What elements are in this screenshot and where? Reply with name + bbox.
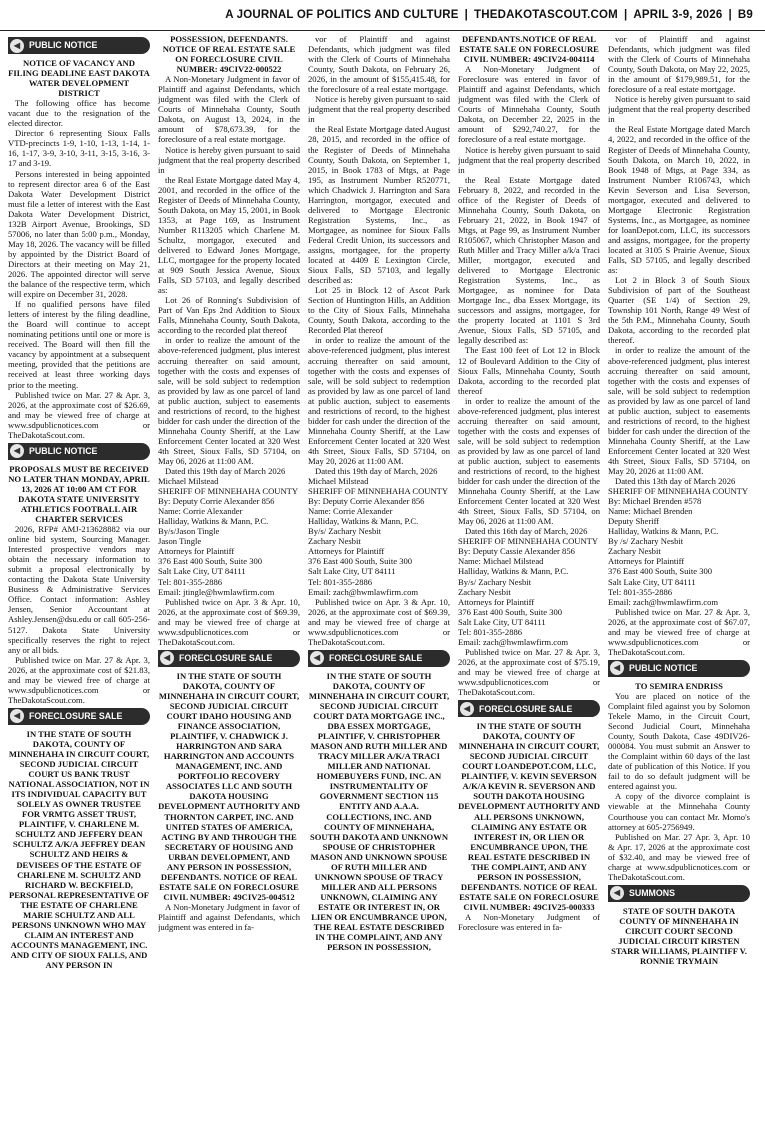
notice-paragraph: Lot 26 of Ronning's Subdivision of Part of Van Eps 2nd Addition to Sioux Falls, Minnehaha County, South Dakota, according to the recorded plat thereof <box>158 295 300 336</box>
notice-line: SHERIFF OF MINNEHAHA COUNTY <box>158 486 299 497</box>
notice-paragraph: A Non-Monetary Judgment in favor of Plaintiff and against Defendants, which judgment was filed with the Clerk of Courts of Minnehaha County, South Dakota, on August 13, 2024, in the amount of $78,673.39, for the foreclosure of a real estate mortgage. <box>158 74 300 145</box>
section-banner-label: FORECLOSURE SALE <box>29 711 123 722</box>
notice-heading: IN THE STATE OF SOUTH DAKOTA, COUNTY OF MINNEHAHA IN CIRCUIT COURT, SECOND JUDICIAL CIRCUIT COURT DATA MORTGAGE INC., DBA ESSEX MORTGAGE, PLAINTIFF, V. CHRISTOPHER MASON AND RUTH MILLER AND TRACY MILLER A/K/A TRACI MILLER AND NATIONAL HOMEBUYERS FUND, INC. AN INSTRUMENTALITY OF GOVERNMENT SECTION 115 ENTITY AND A.A.A. COLLECTIONS, INC. AND COUNTY OF MINNEHAHA, SOUTH DAKOTA AND UNKNOWN SPOUSE OF CHRISTOPHER MASON AND UNKNOWN SPOUSE OF RUTH MILLER AND UNKNOWN SPOUSE OF TRACY MILLER AND ALL PERSONS UNKNOWN, CLAIMING ANY ESTATE OR INTEREST IN, OR LIEN OR ENCUMBRANCE UPON, THE REAL ESTATE DESCRIBED IN THE COMPLAINT, AND ANY PERSON IN POSSESSION, <box>308 670 450 953</box>
notice-paragraph: You are placed on notice of the Complaint filed against you by Solomon Tekele Mamo, in the Circuit Court, Second Judicial Court, Minnehaha County, South Dakota, Case 49DIV26-000084. You must submit an Answer to the Complaint within 60 days of the last date of publication of this Notice. If you fail to do so default judgment will be entered against you. <box>608 690 750 792</box>
notice-line: Salt Lake City, UT 84111 <box>158 566 246 577</box>
section-banner <box>608 885 750 902</box>
megaphone-icon: ◀ <box>610 886 624 900</box>
notice-paragraph: Dated this 13th day of March 2026 <box>615 476 736 487</box>
notice-paragraph: A Non-Monetary Judgment of Foreclosure was entered in favor of Plaintiff and against Defendants, which judgment was filed with the Clerk of Courts of Minnehaha County, South Dakota, on December 22, 2025 in the amount of $292,740.27, for the foreclosure of a real estate mortgage. <box>458 64 600 145</box>
notice-line: Halliday, Watkins & Mann, P.C. <box>308 516 419 527</box>
section-banner-label: PUBLIC NOTICE <box>29 446 98 457</box>
notice-paragraph: Dated this 19th day of March, 2026 <box>315 466 438 477</box>
notice-heading: IN THE STATE OF SOUTH DAKOTA, COUNTY OF MINNEHAHA IN CIRCUIT COURT, SECOND JUDICIAL CIRCUIT COURT LOANDEPOT.COM, LLC, PLAINTIFF, V. KEVIN SEVERSON A/K/A KEVIN R. SEVERSON AND SOUTH DAKOTA HOUSING DEVELOPMENT AUTHORITY AND ALL PERSONS UNKNOWN, CLAIMING ANY ESTATE OR INTEREST IN, OR LIEN OR ENCUMBRANCE UPON, THE REAL ESTATE DESCRIBED IN THE COMPLAINT, AND ANY PERSON IN POSSESSION, DEFENDANTS. NOTICE OF REAL ESTATE SALE ON FORECLOSURE CIVIL NUMBER: 49CIV25-000333 <box>458 721 600 912</box>
megaphone-icon: ◀ <box>460 702 474 716</box>
notice-paragraph: in order to realize the amount of the above-referenced judgment, plus interest accruing thereafter on said amount, together with the costs and expenses of sale, will be sold subject to redemption as provided by law as one parcel of land at public auction, subject to easements and restrictions of record, to the highest bidder for cash under the direction of the Minnehaha County Sheriff, at the Law Enforcement Center located at 320 West 4th Street, Sioux Falls, SD 57104, on May 06, 2026 at 11:00 AM. <box>458 395 600 527</box>
notice-line: Halliday, Watkins & Mann, P.C. <box>158 516 269 527</box>
page-number: B9 <box>737 9 753 21</box>
notice-line: 376 East 400 South, Suite 300 <box>308 556 413 567</box>
notice-line: SHERIFF OF MINNEHAHA COUNTY <box>458 536 599 547</box>
notice-paragraph: Published twice on Apr. 3 & Apr. 10, 2026, at the approximate cost of $69.39, and may be viewed free of charge at www.sdpublicnotices.com or TheDakotaScout.com. <box>158 596 300 647</box>
notice-line: Halliday, Watkins & Mann, P.C. <box>608 526 719 537</box>
site-name[interactable]: THEDAKOTASCOUT.COM <box>474 9 618 21</box>
notice-heading: DEFENDANTS.NOTICE OF REAL ESTATE SALE ON FORECLOSURE CIVIL NUMBER: 49CIV24-004114 <box>459 34 599 65</box>
notice-line: Salt Lake City, UT 84111 <box>458 616 546 627</box>
megaphone-icon: ◀ <box>10 39 24 53</box>
notice-line: By /s/ Zachary Nesbit <box>608 536 684 547</box>
notice-line: Jason Tingle <box>158 536 202 547</box>
notice-line: Name: Michael Brenden <box>608 506 693 517</box>
notice-heading: IN THE STATE OF SOUTH DAKOTA, COUNTY OF MINNEHAHA IN CIRCUIT COURT, SECOND JUDICIAL CIRCUIT COURT US BANK TRUST NATIONAL ASSOCIATION, NOT IN ITS INDIVIDUAL CAPACITY BUT SOLELY AS OWNER TRUSTEE FOR VRMTG ASSET TRUST, PLAINTIFF, V. CHARLENE M. SCHULTZ AND JEFFERY DEAN SCHULTZ A/K/A JEFFREY DEAN SCHULTZ AND HEIRS & DEVISEES OF THE ESTATE OF CHARLENE M. SCHULTZ AND RICHARD W. BECKFIELD, PERSONAL REPRESENTATIVE OF THE ESTATE OF CHARLENE MARIE SCHULTZ AND ALL PERSONS UNKNOWN WHO MAY CLAIM AN INTEREST AND ACCOUNTS MANAGEMENT, INC. AND CITY OF SIOUX FALLS, AND ANY PERSON IN <box>8 728 150 970</box>
notice-paragraph: Lot 2 in Block 3 of South Sioux Subdivision of part of the Southeast Quarter (SE 1/4) of Section 29, Township 101 North, Range 49 West of the 5th P.M., Minnehaha County, South Dakota, according to the recorded plat thereof. <box>608 275 750 346</box>
notice-line: Name: Corrie Alexander <box>158 506 243 517</box>
notice-line: By/s/ Zachary Nesbit <box>308 526 382 537</box>
notice-line: Michael Milstead <box>308 476 369 487</box>
notice-paragraph: If no qualified persons have filed letters of interest by the filing deadline, the Board will continue to accept nominating petitions until one or more is received. The Board will then fill the vacancy by appointment at a subsequent meeting, provided that the petitions are received at least three working days prior to the meeting. <box>8 299 150 390</box>
notice-heading: NOTICE OF VACANCY AND FILING DEADLINE EAST DAKOTA WATER DEVELOPMENT DISTRICT <box>8 58 150 99</box>
megaphone-icon: ◀ <box>10 444 24 458</box>
notice-heading: STATE OF SOUTH DAKOTA COUNTY OF MINNEHAHA IN CIRCUIT COURT SECOND JUDICIAL CIRCUIT KIRSTEN STARR WILLIAMS, PLAINTIFF V. RONNIE TRYMAIN <box>611 905 747 967</box>
notice-line: Email: zach@hwmlawfirm.com <box>308 586 419 597</box>
notice-paragraph: the Real Estate Mortgage dated March 4, 2022, and recorded in the office of the Register of Deeds of Minnehaha County, South Dakota, on March 10, 2022, in Book 1948 of Mtgs, at Page 334, as Instrument Number R106743, which Kevin Severson and Lisa Severson, mortgagor, executed and delivered to Mortgage Electronic Registration Systems, Inc., as Mortgagee, as nominee for loanDepot.com, LLC, its successors and assigns, mortgagee, for the property located at 3105 S Prairie Avenue, Sioux Falls, SD 57105, and legally described as: <box>608 124 750 276</box>
notice-line: SHERIFF OF MINNEHAHA COUNTY <box>608 486 749 497</box>
notice-columns <box>0 31 765 1132</box>
notice-line: Attorneys for Plaintiff <box>158 546 235 557</box>
notice-line: Attorneys for Plaintiff <box>608 556 685 567</box>
section-banner <box>8 37 150 54</box>
section-banner <box>458 700 600 717</box>
notice-paragraph: The East 100 feet of Lot 12 in Block 12 of Boulevard Addition to the City of Sioux Falls, Minnehaha County, South Dakota, according to the recorded plat thereof <box>458 345 600 396</box>
notice-line: Name: Michael Milstead <box>458 556 544 567</box>
section-banner-label: FORECLOSURE SALE <box>479 703 573 714</box>
notice-line: By/s/Jason Tingle <box>158 526 220 537</box>
megaphone-icon: ◀ <box>160 651 174 665</box>
notice-line: 376 East 400 South, Suite 300 <box>458 606 563 617</box>
notice-paragraph: in order to realize the amount of the above-referenced judgment, plus interest accruing thereafter on said amount, together with the costs and expenses of sale, will be sold subject to redemption as provided by law as one parcel of land at public auction, subject to easements and restrictions of record, to the highest bidder for cash under the direction of the Minnehaha County Sheriff, at the Law Enforcement Center located at 320 West 4th Street, Sioux Falls, SD 57104, on May 06, 2026 at 11:00 AM. <box>158 335 300 466</box>
notice-paragraph: A copy of the divorce complaint is viewable at the Minnehaha County Courthouse you can contact Mr. Momo's attorney at 605-2756949. <box>608 791 750 832</box>
column-5 <box>608 34 750 1132</box>
section-banner-label: FORECLOSURE SALE <box>179 653 273 664</box>
notice-paragraph: Published twice on Mar. 27 & Apr. 3, 2026, at the approximate cost of $75.19, and may be viewed free of charge at www.sdpublicnotices.com or TheDakotaScout.com. <box>458 646 600 698</box>
notice-paragraph: vor of Plaintiff and against Defendants, which judgment was filed with the Clerk of Courts of Minnehaha County, South Dakota, on May 22, 2025, in the amount of $179,989.51, for the foreclosure of a real estate mortgage. <box>608 34 750 95</box>
notice-line: SHERIFF OF MINNEHAHA COUNTY <box>308 486 449 497</box>
notice-paragraph: Notice is hereby given pursuant to said judgment that the real property described in <box>308 94 450 125</box>
notice-line: Zachary Nesbit <box>608 546 661 557</box>
notice-paragraph: A Non-Monetary Judgment of Foreclosure was entered in fa- <box>458 911 600 933</box>
page-header: A JOURNAL OF POLITICS AND CULTURE | THEDAKOTASCOUT.COM | APRIL 3-9, 2026 | B9 <box>0 0 765 31</box>
notice-line: Zachary Nesbit <box>308 536 361 547</box>
notice-line: Deputy Sheriff <box>608 516 660 527</box>
notice-heading: PROPOSALS MUST BE RECEIVED NO LATER THAN MONDAY, APRIL 13, 2026 AT 10:00 AM CT FOR DAKOTA STATE UNIVERSITY ATHLETICS FOOTBALL AIR CHARTER SERVICES <box>8 463 150 525</box>
section-banner <box>158 650 300 667</box>
megaphone-icon: ◀ <box>310 651 324 665</box>
notice-paragraph: vor of Plaintiff and against Defendants, which judgment was filed with the Clerk of Courts of Minnehaha County, South Dakota, on February 26, 2026, in the amount of $155,415.48, for the foreclosure of a real estate mortgage. <box>308 34 450 95</box>
notice-line: Tel: 801-355-2886 <box>458 626 523 637</box>
section-banner-label: PUBLIC NOTICE <box>29 40 98 51</box>
notice-heading: POSSESSION, DEFENDANTS. NOTICE OF REAL ESTATE SALE ON FORECLOSURE CIVIL NUMBER: 49CIV22-000522 <box>162 34 296 75</box>
notice-paragraph: the Real Estate Mortgage dated August 28, 2015, and recorded in the office of the Register of Deeds of Minnehaha County, South Dakota, on September 1, 2015, in Book 1783 of Mtgs, at Page 195, as Instrument Number R520771, which Chadwick J. Harrington and Sara Harrington, mortgagor, executed and delivered to Mortgage Electronic Registration Systems, Inc., as Mortgagee, as nominee for Sioux Falls Federal Credit Union, its successors and assigns, mortgagee, for the property located at 4409 E Lexington Circle, Sioux Falls, SD 57103, and legally described as: <box>308 124 450 286</box>
notice-paragraph: Notice is hereby given pursuant to said judgment that the real property described in <box>158 144 300 175</box>
notice-paragraph: Notice is hereby given pursuant to said judgment that the real property described in <box>458 144 600 175</box>
column-3 <box>308 34 450 1132</box>
notice-line: 376 East 400 South, Suite 300 <box>608 566 713 577</box>
notice-paragraph: 2026, RFP# AMJ-213628882 via our online bid system, Sourcing Manager. Interested prospective vendors may obtain the necessary information to submit a proposal electronically by contacting the Dakota State University Business & Administrative Services Office. Contact information: Ashley Jensen, Senior Accountant at Ashley.Jensen@dsu.edu or call 605-256-5127. Dakota State University specifically reserves the right to reject any or all bids. <box>8 524 150 655</box>
notice-heading: IN THE STATE OF SOUTH DAKOTA, COUNTY OF MINNEHAHA IN CIRCUIT COURT, SECOND JUDICIAL CIRCUIT COURT IDAHO HOUSING AND FINANCE ASSOCIATION, PLAINTIFF, V. CHADWICK J. HARRINGTON AND SARA HARRINGTON AND ACCOUNTS MANAGEMENT, INC. AND PORTFOLIO RECOVERY ASSOCIATES LLC AND SOUTH DAKOTA HOUSING DEVELOPMENT AUTHORITY AND THORNTON CARPET, INC. AND UNITED STATES OF AMERICA, ACTING BY AND THROUGH THE SECRETARY OF HOUSING AND URBAN DEVELOPMENT, AND ANY PERSON IN POSSESSION, DEFENDANTS. NOTICE OF REAL ESTATE SALE ON FORECLOSURE CIVIL NUMBER: 49CIV25-004512 <box>158 670 300 902</box>
notice-paragraph: Published twice on Mar. 27 & Apr. 3, 2026, at the approximate cost of $67.07, and may be viewed free of charge at www.sdpublicnotices.com or TheDakotaScout.com. <box>608 606 750 657</box>
notice-line: Tel: 801-355-2886 <box>308 576 373 587</box>
column-2 <box>158 34 300 1132</box>
column-1 <box>8 34 150 1132</box>
notice-line: Email: jtingle@hwmlawfirm.com <box>158 586 275 597</box>
notice-line: Tel: 801-355-2886 <box>608 586 673 597</box>
notice-paragraph: Persons interested in being appointed to represent director area 6 of the East Dakota Water Development District must file a letter of interest with the East Dakota Water Development District, 132B Airport Avenue, Brookings, SD 57006, no later than 5:00 p.m., Monday, May 18, 2026. The vacancy will be filled by appointed by the District Board of Directors at their meeting on May 21, 2026. The appointed director will serve the balance of the respective term, which will expire on December 31, 2028. <box>8 168 150 300</box>
notice-line: By: Deputy Cassie Alexander 856 <box>458 546 575 557</box>
section-banner <box>8 443 150 460</box>
notice-line: By: Deputy Corrie Alexander 856 <box>308 496 425 507</box>
notice-paragraph: The following office has become vacant due to the resignation of the elected director. <box>8 98 150 129</box>
notice-paragraph: in order to realize the amount of the above-referenced judgment, plus interest accruing thereafter on said amount, together with the costs and expenses of sale, will be sold subject to redemption as provided by law as one parcel of land at public auction, subject to easements and restrictions of record, to the highest bidder for cash under the direction of the Minnehaha County Sheriff, at the Law Enforcement Center located at 320 West 4th Street, Sioux Falls, SD 57104, on May 20, 2026 at 11:00 AM. <box>308 335 450 466</box>
notice-paragraph: Dated this 19th day of March 2026 <box>165 466 286 477</box>
section-banner-label: PUBLIC NOTICE <box>629 663 698 674</box>
notice-paragraph: Lot 25 in Block 12 of Ascot Park Section of Huntington Hills, an Addition to the City of Sioux Falls, Minnehaha County, South Dakota, according to the Recorded Plat thereof <box>308 285 450 336</box>
notice-heading: TO SEMIRA ENDRISS <box>635 680 723 691</box>
section-banner <box>608 660 750 677</box>
column-4 <box>458 34 600 1132</box>
section-banner-label: FORECLOSURE SALE <box>329 653 423 664</box>
notice-line: By: Michael Brenden #578 <box>608 496 702 507</box>
notice-line: Salt Lake City, UT 84111 <box>608 576 696 587</box>
notice-line: Salt Lake City, UT 84111 <box>308 566 396 577</box>
issue-date: APRIL 3-9, 2026 <box>633 9 723 21</box>
notice-line: Email: zach@hwmlawfirm.com <box>458 636 569 647</box>
notice-paragraph: Director 6 representing Sioux Falls VTD-precincts 1-9, 1-10, 1-13, 1-14, 1-16, 1-17, 3-9, 3-10, 3-11, 3-15, 3-16, 3-17 and 3-19. <box>8 128 150 169</box>
notice-paragraph: Dated this 16th day of March, 2026 <box>465 526 588 537</box>
notice-line: Zachary Nesbit <box>458 586 511 597</box>
notice-line: Michael Milstead <box>158 476 219 487</box>
notice-line: Attorneys for Plaintiff <box>308 546 385 557</box>
section-banner <box>308 650 450 667</box>
notice-paragraph: Published on Mar. 27 Apr. 3, Apr. 10 & Apr. 17, 2026 at the approximate cost of $32.40, and may be viewed free of charge at www.sdpublicnotices.com or TheDakotaScout.com. <box>608 831 750 882</box>
notice-line: Halliday, Watkins & Mann, P.C. <box>458 566 569 577</box>
notice-paragraph: Published twice on Mar. 27 & Apr. 3, 2026, at the approximate cost of $21.83, and may be viewed free of charge at www.sdpublicnotices.com or TheDakotaScout.com. <box>8 654 150 705</box>
notice-paragraph: Notice is hereby given pursuant to said judgment that the real property described in <box>608 94 750 125</box>
notice-line: Name: Corrie Alexander <box>308 506 393 517</box>
megaphone-icon: ◀ <box>10 709 24 723</box>
notice-line: Tel: 801-355-2886 <box>158 576 223 587</box>
tagline: A JOURNAL OF POLITICS AND CULTURE <box>225 9 459 21</box>
notice-paragraph: Published twice on Apr. 3 & Apr. 10, 2026, at the approximate cost of $69.39, and may be viewed free of charge at www.sdpublicnotices.com or TheDakotaScout.com. <box>308 596 450 647</box>
notice-paragraph: A Non-Monetary Judgment in favor of Plaintiff and against Defendants, which judgment was entered in fa- <box>158 901 300 933</box>
notice-line: Attorneys for Plaintiff <box>458 596 535 607</box>
megaphone-icon: ◀ <box>610 661 624 675</box>
notice-line: 376 East 400 South, Suite 300 <box>158 556 263 567</box>
notice-paragraph: Published twice on Mar. 27 & Apr. 3, 2026, at the approximate cost of $26.69, and may be viewed free of charge at www.sdpublicnotices.com or TheDakotaScout.com. <box>8 389 150 440</box>
notice-paragraph: the Real Estate Mortgage dated May 4, 2001, and recorded in the office of the Register of Deeds of Minnehaha County, South Dakota, on May 15, 2001, in Book 1353, at Page 169, as Instrument Number R113205 which Charlene M. Schultz, mortgagor, executed and delivered to Edward Jones Mortgage, LLC, mortgagee for the property located at 909 South Jessica Avenue, Sioux Falls, SD 57103, and legally described as: <box>158 174 300 296</box>
notice-line: By/s/ Zachary Nesbit <box>458 576 532 587</box>
notice-line: Email: zach@hwmlawfirm.com <box>608 596 719 607</box>
notice-paragraph: in order to realize the amount of the above-referenced judgment, plus interest accruing thereafter on said amount, together with the costs and expenses of sale, will be sold subject to redemption as provided by law as one parcel of land at public auction, subject to easements and restrictions of record, to the highest bidder for cash under the direction of the Minnehaha County Sheriff, at the Law Enforcement Center located at 320 West 4th Street, Sioux Falls, SD 57104, on May 20, 2026 at 11:00 AM. <box>608 345 750 477</box>
notice-line: By: Deputy Corrie Alexander 856 <box>158 496 275 507</box>
section-banner-label: SUMMONS <box>629 888 675 899</box>
notice-paragraph: the Real Estate Mortgage dated February 8, 2022, and recorded in the office of the Register of Deeds of Minnehaha County, South Dakota, on February 21, 2022, in Book 1947 of Mtgs, at Page 99, as Instrument Number R105067, which Christopher Mason and Ruth Miller and Tracy Miller a/k/a Traci Miller, mortgagor, executed and delivered to Mortgage Electronic Registration Systems, Inc., as Mortgagee, as nominee for Data Mortgage Inc., dba Essex Mortgage, its successors and assigns, mortgagee, for the property located at 1101 S 3rd Avenue, Sioux Falls, SD 57105, and legally described as: <box>458 174 600 346</box>
section-banner <box>8 708 150 725</box>
